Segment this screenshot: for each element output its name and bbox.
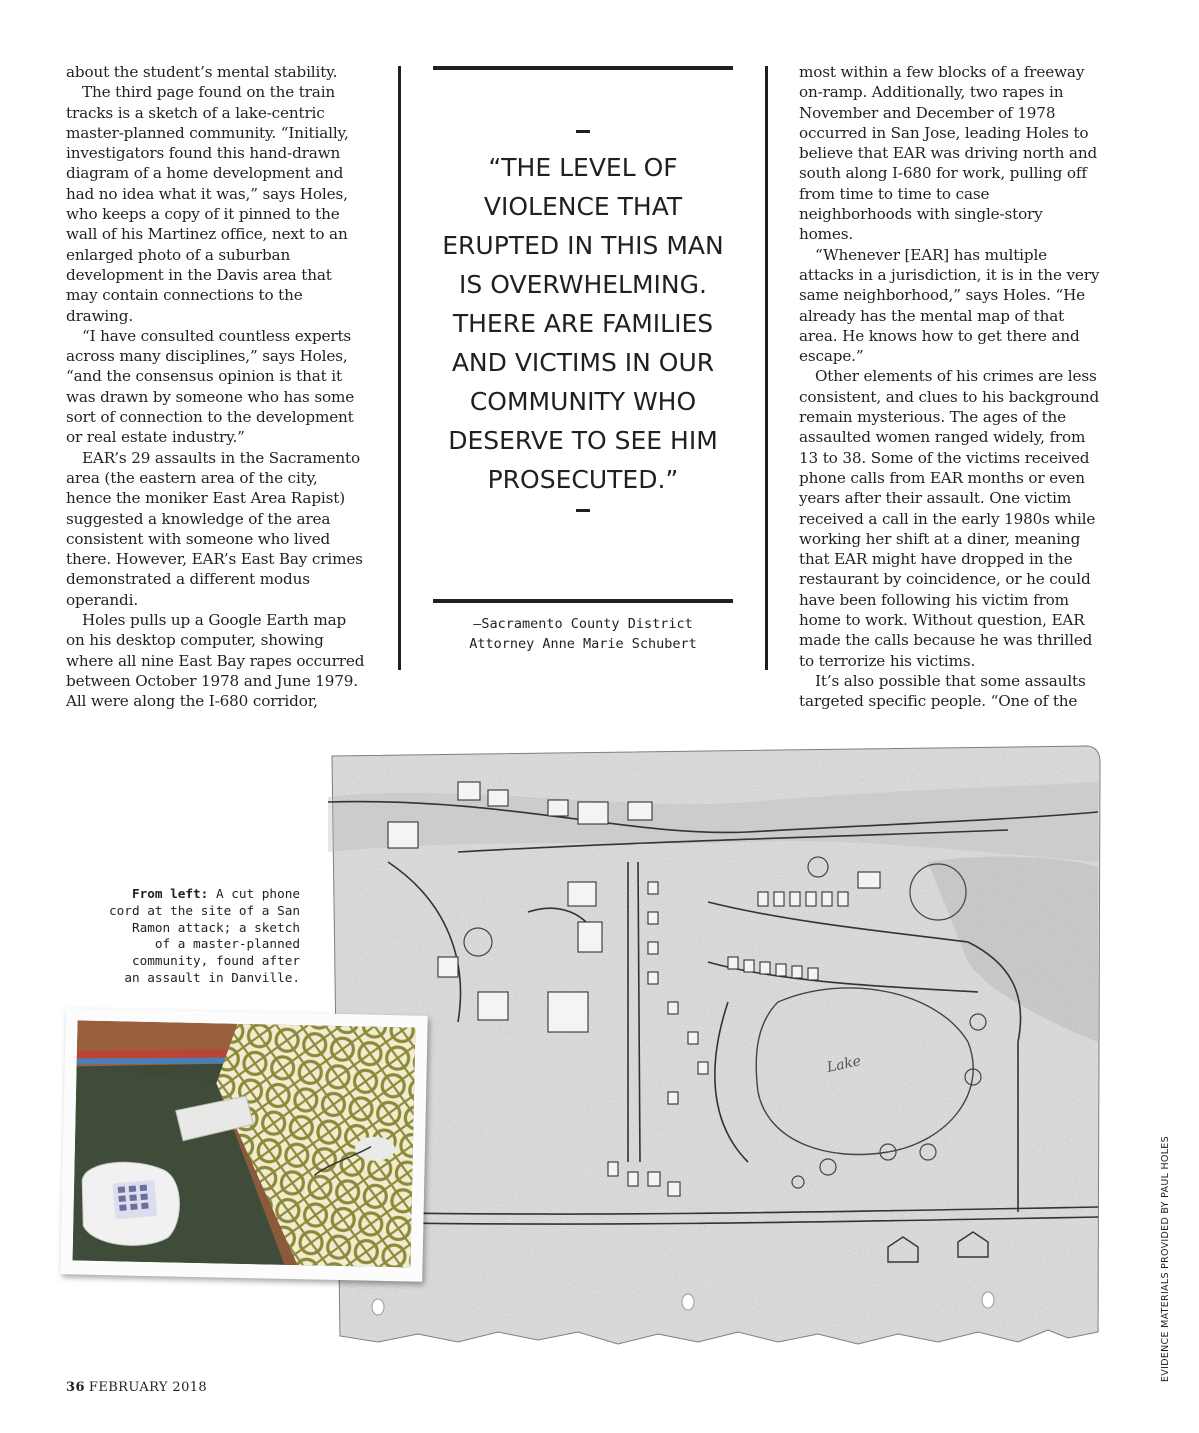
left-column bbox=[66, 62, 366, 712]
photo-credit: EVIDENCE MATERIALS PROVIDED BY PAUL HOLES bbox=[1160, 1136, 1171, 1382]
right-column bbox=[799, 62, 1101, 712]
page-folio bbox=[66, 1380, 207, 1395]
pullquote-left-rule bbox=[398, 66, 401, 670]
page-number: 36 bbox=[66, 1380, 85, 1395]
body-paragraph: Other elements of his crimes are less consistent, and clues to his background remain mysterious. The ages of the assaulted women ranged widely, from 13 to 38. Some of the victims received phone calls from EAR months or even years after their assault. One victim received a call in the early 1980s while working her shift at a diner, meaning that EAR might have dropped in the restaurant by coincidence, or he could have been following his victim from home to work. Without question, EAR made the calls because he was thrilled to terrorize his victims. bbox=[799, 367, 1100, 670]
pull-quote bbox=[433, 130, 733, 512]
body-paragraph: “I have consulted countless experts across many disciplines,” says Holes, “and the consensus opinion is that it was drawn by someone who has some sort of connection to the development or real estate industry.” bbox=[66, 326, 355, 447]
pullquote-dash-top bbox=[576, 130, 590, 133]
body-paragraph: Holes pulls up a Google Earth map on his desktop computer, showing where all nine East Bay rapes occurred between October 1978 and June 1979. All were along the I-680 corridor, bbox=[66, 611, 365, 711]
community-sketch-image bbox=[328, 742, 1103, 1350]
cut-phone-cord-photo bbox=[73, 1020, 416, 1267]
body-paragraph: “Whenever [EAR] has multiple attacks in a jurisdiction, it is in the very same neighborhood,” says Holes. “He already has the mental map of that area. He knows how to get there and escape.” bbox=[799, 245, 1100, 366]
body-paragraph: EAR’s 29 assaults in the Sacramento area (the eastern area of the city, hence the moniker East Area Rapist) suggested a knowledge of the area consistent with someone who lived there. However, EAR’s East Bay crimes demonstrated a different modus operandi. bbox=[66, 448, 363, 609]
body-paragraph: It’s also possible that some assaults targeted specific people. “One of the bbox=[799, 671, 1086, 711]
caption-lead: From left: bbox=[131, 886, 209, 901]
pullquote-dash-bottom bbox=[576, 509, 590, 512]
phone-photo-frame bbox=[60, 1008, 427, 1282]
pullquote-top-rule bbox=[433, 66, 733, 70]
sketch-lake-label: Lake bbox=[825, 1053, 863, 1076]
pull-quote-attribution: —Sacramento County District Attorney Anne Marie Schubert bbox=[469, 616, 697, 652]
pullquote-right-rule bbox=[765, 66, 768, 670]
body-paragraph: about the student’s mental stability. bbox=[66, 63, 338, 81]
photo-caption bbox=[70, 886, 300, 987]
body-paragraph: The third page found on the train tracks is a sketch of a lake-centric master-planned community. “Initially, investigators found this hand-drawn diagram of a home development and had no idea what it was,” says Holes, who keeps a copy of it pinned to the wall of his Martinez office, next to an enlarged photo of a suburban development in the Davis area that may contain connections to the drawing. bbox=[66, 83, 349, 325]
pullquote-bottom-rule bbox=[433, 599, 733, 603]
body-paragraph: most within a few blocks of a freeway on-ramp. Additionally, two rapes in November and December of 1978 occurred in San Jose, leading Holes to believe that EAR was driving north and south along I-680 for work, pulling off from time to time to case neighborhoods with single-story homes. bbox=[799, 63, 1098, 244]
issue-date: FEBRUARY 2018 bbox=[88, 1380, 208, 1395]
caption-text: A cut phone cord at the site of a San Ramon attack; a sketch of a master-planned community, found after an assault in Danville. bbox=[109, 886, 300, 985]
pull-quote-text: “THE LEVEL OF VIOLENCE THAT ERUPTED IN THIS MAN IS OVERWHELMING. THERE ARE FAMILIES AND VICTIMS IN OUR COMMUNITY WHO DESERVE TO SEE HIM PROSECUTED.” bbox=[442, 153, 724, 494]
